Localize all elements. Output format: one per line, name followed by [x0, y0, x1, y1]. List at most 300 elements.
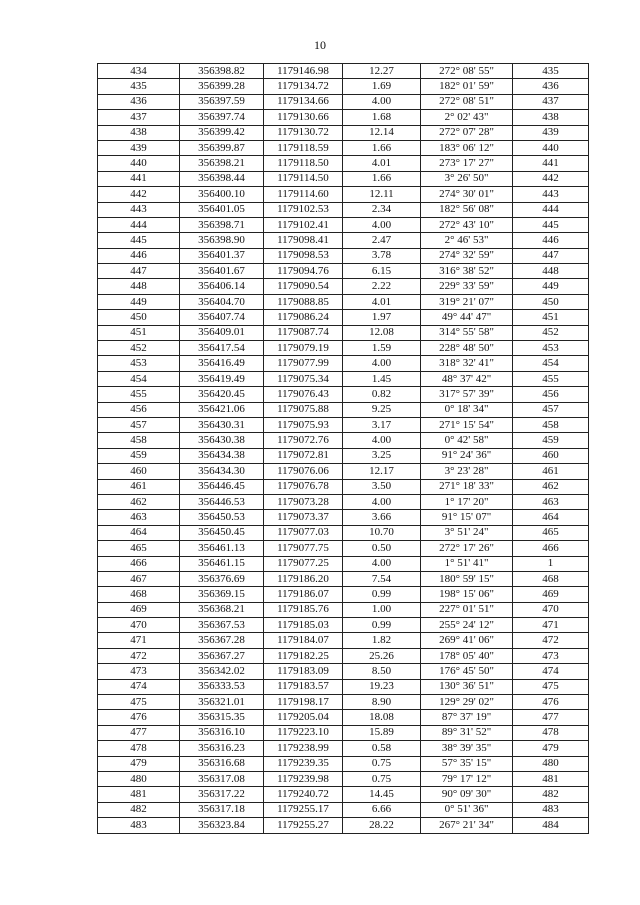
y-coordinate-cell: 1179118.59 — [264, 140, 343, 155]
distance-cell: 1.66 — [343, 171, 421, 186]
next-point-number-cell: 452 — [513, 325, 589, 340]
distance-cell: 4.00 — [343, 356, 421, 371]
table-row — [98, 464, 589, 479]
table-row — [98, 279, 589, 294]
x-coordinate-cell: 356317.22 — [180, 787, 264, 802]
bearing-cell: 129° 29' 02" — [421, 695, 513, 710]
x-coordinate-cell: 356446.53 — [180, 494, 264, 509]
point-number-cell: 460 — [98, 464, 180, 479]
distance-cell: 14.45 — [343, 787, 421, 802]
next-point-number-cell: 437 — [513, 94, 589, 109]
table-row — [98, 310, 589, 325]
x-coordinate-cell: 356399.87 — [180, 140, 264, 155]
next-point-number-cell: 461 — [513, 464, 589, 479]
table-row — [98, 710, 589, 725]
coordinates-table — [97, 63, 589, 834]
next-point-number-cell: 446 — [513, 233, 589, 248]
distance-cell: 3.66 — [343, 510, 421, 525]
distance-cell: 0.50 — [343, 541, 421, 556]
y-coordinate-cell: 1179183.57 — [264, 679, 343, 694]
y-coordinate-cell: 1179079.19 — [264, 341, 343, 356]
x-coordinate-cell: 356406.14 — [180, 279, 264, 294]
point-number-cell: 478 — [98, 741, 180, 756]
distance-cell: 1.45 — [343, 371, 421, 386]
x-coordinate-cell: 356461.15 — [180, 556, 264, 571]
distance-cell: 4.00 — [343, 433, 421, 448]
x-coordinate-cell: 356323.84 — [180, 818, 264, 833]
table-row — [98, 125, 589, 140]
y-coordinate-cell: 1179090.54 — [264, 279, 343, 294]
bearing-cell: 1° 51' 41" — [421, 556, 513, 571]
table-row — [98, 787, 589, 802]
distance-cell: 12.11 — [343, 187, 421, 202]
bearing-cell: 0° 18' 34" — [421, 402, 513, 417]
point-number-cell: 448 — [98, 279, 180, 294]
y-coordinate-cell: 1179185.03 — [264, 618, 343, 633]
y-coordinate-cell: 1179094.76 — [264, 264, 343, 279]
next-point-number-cell: 445 — [513, 217, 589, 232]
bearing-cell: 90° 09' 30" — [421, 787, 513, 802]
y-coordinate-cell: 1179185.76 — [264, 602, 343, 617]
table-row — [98, 110, 589, 125]
bearing-cell: 182° 01' 59" — [421, 79, 513, 94]
y-coordinate-cell: 1179130.72 — [264, 125, 343, 140]
bearing-cell: 274° 30' 01" — [421, 187, 513, 202]
table-row — [98, 648, 589, 663]
next-point-number-cell: 458 — [513, 417, 589, 432]
table-row — [98, 756, 589, 771]
bearing-cell: 3° 23' 28" — [421, 464, 513, 479]
x-coordinate-cell: 356416.49 — [180, 356, 264, 371]
bearing-cell: 255° 24' 12" — [421, 618, 513, 633]
distance-cell: 3.78 — [343, 248, 421, 263]
point-number-cell: 456 — [98, 402, 180, 417]
page-number: 10 — [314, 38, 326, 52]
point-number-cell: 453 — [98, 356, 180, 371]
point-number-cell: 449 — [98, 294, 180, 309]
x-coordinate-cell: 356316.68 — [180, 756, 264, 771]
table-row — [98, 664, 589, 679]
bearing-cell: 228° 48' 50" — [421, 341, 513, 356]
distance-cell: 3.50 — [343, 479, 421, 494]
y-coordinate-cell: 1179255.27 — [264, 818, 343, 833]
point-number-cell: 483 — [98, 818, 180, 833]
y-coordinate-cell: 1179238.99 — [264, 741, 343, 756]
next-point-number-cell: 478 — [513, 725, 589, 740]
point-number-cell: 455 — [98, 387, 180, 402]
y-coordinate-cell: 1179102.53 — [264, 202, 343, 217]
coordinates-table-body — [98, 64, 589, 834]
bearing-cell: 267° 21' 34" — [421, 818, 513, 833]
next-point-number-cell: 464 — [513, 510, 589, 525]
next-point-number-cell: 450 — [513, 294, 589, 309]
point-number-cell: 480 — [98, 771, 180, 786]
y-coordinate-cell: 1179088.85 — [264, 294, 343, 309]
next-point-number-cell: 435 — [513, 64, 589, 79]
distance-cell: 1.97 — [343, 310, 421, 325]
x-coordinate-cell: 356399.42 — [180, 125, 264, 140]
distance-cell: 19.23 — [343, 679, 421, 694]
point-number-cell: 434 — [98, 64, 180, 79]
table-row — [98, 140, 589, 155]
table-row — [98, 94, 589, 109]
y-coordinate-cell: 1179184.07 — [264, 633, 343, 648]
bearing-cell: 79° 17' 12" — [421, 771, 513, 786]
bearing-cell: 271° 18' 33" — [421, 479, 513, 494]
x-coordinate-cell: 356342.02 — [180, 664, 264, 679]
next-point-number-cell: 455 — [513, 371, 589, 386]
x-coordinate-cell: 356401.05 — [180, 202, 264, 217]
point-number-cell: 445 — [98, 233, 180, 248]
distance-cell: 4.00 — [343, 494, 421, 509]
table-row — [98, 341, 589, 356]
bearing-cell: 89° 31' 52" — [421, 725, 513, 740]
x-coordinate-cell: 356398.82 — [180, 64, 264, 79]
bearing-cell: 178° 05' 40" — [421, 648, 513, 663]
point-number-cell: 437 — [98, 110, 180, 125]
next-point-number-cell: 466 — [513, 541, 589, 556]
point-number-cell: 481 — [98, 787, 180, 802]
y-coordinate-cell: 1179102.41 — [264, 217, 343, 232]
y-coordinate-cell: 1179077.25 — [264, 556, 343, 571]
y-coordinate-cell: 1179098.41 — [264, 233, 343, 248]
bearing-cell: 2° 46' 53" — [421, 233, 513, 248]
y-coordinate-cell: 1179075.93 — [264, 417, 343, 432]
distance-cell: 8.90 — [343, 695, 421, 710]
y-coordinate-cell: 1179075.88 — [264, 402, 343, 417]
next-point-number-cell: 443 — [513, 187, 589, 202]
distance-cell: 4.01 — [343, 294, 421, 309]
distance-cell: 1.00 — [343, 602, 421, 617]
distance-cell: 0.58 — [343, 741, 421, 756]
table-row — [98, 695, 589, 710]
x-coordinate-cell: 356367.53 — [180, 618, 264, 633]
next-point-number-cell: 481 — [513, 771, 589, 786]
distance-cell: 9.25 — [343, 402, 421, 417]
next-point-number-cell: 454 — [513, 356, 589, 371]
y-coordinate-cell: 1179098.53 — [264, 248, 343, 263]
bearing-cell: 318° 32' 41" — [421, 356, 513, 371]
next-point-number-cell: 457 — [513, 402, 589, 417]
next-point-number-cell: 482 — [513, 787, 589, 802]
bearing-cell: 269° 41' 06" — [421, 633, 513, 648]
distance-cell: 2.22 — [343, 279, 421, 294]
bearing-cell: 3° 26' 50" — [421, 171, 513, 186]
point-number-cell: 450 — [98, 310, 180, 325]
next-point-number-cell: 483 — [513, 802, 589, 817]
point-number-cell: 441 — [98, 171, 180, 186]
next-point-number-cell: 480 — [513, 756, 589, 771]
table-row — [98, 741, 589, 756]
distance-cell: 25.26 — [343, 648, 421, 663]
bearing-cell: 180° 59' 15" — [421, 571, 513, 586]
table-row — [98, 818, 589, 833]
bearing-cell: 272° 08' 51" — [421, 94, 513, 109]
bearing-cell: 2° 02' 43" — [421, 110, 513, 125]
y-coordinate-cell: 1179255.17 — [264, 802, 343, 817]
next-point-number-cell: 475 — [513, 679, 589, 694]
next-point-number-cell: 444 — [513, 202, 589, 217]
y-coordinate-cell: 1179076.78 — [264, 479, 343, 494]
x-coordinate-cell: 356430.38 — [180, 433, 264, 448]
bearing-cell: 130° 36' 51" — [421, 679, 513, 694]
table-row — [98, 217, 589, 232]
table-row — [98, 587, 589, 602]
point-number-cell: 443 — [98, 202, 180, 217]
point-number-cell: 457 — [98, 417, 180, 432]
x-coordinate-cell: 356367.27 — [180, 648, 264, 663]
point-number-cell: 462 — [98, 494, 180, 509]
table-row — [98, 417, 589, 432]
y-coordinate-cell: 1179186.07 — [264, 587, 343, 602]
x-coordinate-cell: 356430.31 — [180, 417, 264, 432]
next-point-number-cell: 441 — [513, 156, 589, 171]
bearing-cell: 3° 51' 24" — [421, 525, 513, 540]
x-coordinate-cell: 356450.45 — [180, 525, 264, 540]
bearing-cell: 227° 01' 51" — [421, 602, 513, 617]
point-number-cell: 446 — [98, 248, 180, 263]
point-number-cell: 461 — [98, 479, 180, 494]
distance-cell: 6.15 — [343, 264, 421, 279]
distance-cell: 4.00 — [343, 556, 421, 571]
x-coordinate-cell: 356400.10 — [180, 187, 264, 202]
table-row — [98, 618, 589, 633]
point-number-cell: 464 — [98, 525, 180, 540]
point-number-cell: 476 — [98, 710, 180, 725]
y-coordinate-cell: 1179239.98 — [264, 771, 343, 786]
point-number-cell: 472 — [98, 648, 180, 663]
table-row — [98, 525, 589, 540]
x-coordinate-cell: 356401.37 — [180, 248, 264, 263]
distance-cell: 12.17 — [343, 464, 421, 479]
bearing-cell: 0° 42' 58" — [421, 433, 513, 448]
point-number-cell: 475 — [98, 695, 180, 710]
table-row — [98, 479, 589, 494]
bearing-cell: 1° 17' 20" — [421, 494, 513, 509]
table-row — [98, 402, 589, 417]
table-row — [98, 79, 589, 94]
next-point-number-cell: 439 — [513, 125, 589, 140]
x-coordinate-cell: 356317.08 — [180, 771, 264, 786]
next-point-number-cell: 473 — [513, 648, 589, 663]
table-row — [98, 356, 589, 371]
y-coordinate-cell: 1179076.43 — [264, 387, 343, 402]
bearing-cell: 91° 24' 36" — [421, 448, 513, 463]
x-coordinate-cell: 356407.74 — [180, 310, 264, 325]
distance-cell: 4.00 — [343, 217, 421, 232]
y-coordinate-cell: 1179183.09 — [264, 664, 343, 679]
bearing-cell: 272° 17' 26" — [421, 541, 513, 556]
next-point-number-cell: 474 — [513, 664, 589, 679]
x-coordinate-cell: 356401.67 — [180, 264, 264, 279]
table-row — [98, 294, 589, 309]
point-number-cell: 479 — [98, 756, 180, 771]
x-coordinate-cell: 356398.21 — [180, 156, 264, 171]
distance-cell: 12.14 — [343, 125, 421, 140]
table-row — [98, 64, 589, 79]
y-coordinate-cell: 1179146.98 — [264, 64, 343, 79]
next-point-number-cell: 462 — [513, 479, 589, 494]
distance-cell: 0.75 — [343, 756, 421, 771]
bearing-cell: 229° 33' 59" — [421, 279, 513, 294]
bearing-cell: 272° 43' 10" — [421, 217, 513, 232]
table-row — [98, 371, 589, 386]
table-row — [98, 494, 589, 509]
distance-cell: 10.70 — [343, 525, 421, 540]
next-point-number-cell: 449 — [513, 279, 589, 294]
distance-cell: 3.17 — [343, 417, 421, 432]
next-point-number-cell: 459 — [513, 433, 589, 448]
next-point-number-cell: 476 — [513, 695, 589, 710]
x-coordinate-cell: 356398.90 — [180, 233, 264, 248]
distance-cell: 1.66 — [343, 140, 421, 155]
table-row — [98, 156, 589, 171]
bearing-cell: 272° 07' 28" — [421, 125, 513, 140]
next-point-number-cell: 438 — [513, 110, 589, 125]
bearing-cell: 0° 51' 36" — [421, 802, 513, 817]
table-row — [98, 387, 589, 402]
bearing-cell: 272° 08' 55" — [421, 64, 513, 79]
x-coordinate-cell: 356399.28 — [180, 79, 264, 94]
x-coordinate-cell: 356397.59 — [180, 94, 264, 109]
point-number-cell: 452 — [98, 341, 180, 356]
y-coordinate-cell: 1179073.28 — [264, 494, 343, 509]
x-coordinate-cell: 356315.35 — [180, 710, 264, 725]
next-point-number-cell: 463 — [513, 494, 589, 509]
next-point-number-cell: 448 — [513, 264, 589, 279]
next-point-number-cell: 447 — [513, 248, 589, 263]
bearing-cell: 91° 15' 07" — [421, 510, 513, 525]
bearing-cell: 271° 15' 54" — [421, 417, 513, 432]
distance-cell: 3.25 — [343, 448, 421, 463]
x-coordinate-cell: 356397.74 — [180, 110, 264, 125]
next-point-number-cell: 460 — [513, 448, 589, 463]
y-coordinate-cell: 1179182.25 — [264, 648, 343, 663]
x-coordinate-cell: 356333.53 — [180, 679, 264, 694]
distance-cell: 8.50 — [343, 664, 421, 679]
next-point-number-cell: 471 — [513, 618, 589, 633]
table-row — [98, 233, 589, 248]
table-row — [98, 679, 589, 694]
distance-cell: 0.82 — [343, 387, 421, 402]
x-coordinate-cell: 356316.10 — [180, 725, 264, 740]
x-coordinate-cell: 356421.06 — [180, 402, 264, 417]
x-coordinate-cell: 356450.53 — [180, 510, 264, 525]
table-row — [98, 202, 589, 217]
point-number-cell: 442 — [98, 187, 180, 202]
table-row — [98, 325, 589, 340]
point-number-cell: 451 — [98, 325, 180, 340]
bearing-cell: 274° 32' 59" — [421, 248, 513, 263]
y-coordinate-cell: 1179239.35 — [264, 756, 343, 771]
x-coordinate-cell: 356367.28 — [180, 633, 264, 648]
x-coordinate-cell: 356316.23 — [180, 741, 264, 756]
next-point-number-cell: 472 — [513, 633, 589, 648]
y-coordinate-cell: 1179087.74 — [264, 325, 343, 340]
y-coordinate-cell: 1179114.60 — [264, 187, 343, 202]
point-number-cell: 435 — [98, 79, 180, 94]
table-row — [98, 448, 589, 463]
distance-cell: 12.08 — [343, 325, 421, 340]
bearing-cell: 182° 56' 08" — [421, 202, 513, 217]
x-coordinate-cell: 356404.70 — [180, 294, 264, 309]
x-coordinate-cell: 356398.71 — [180, 217, 264, 232]
bearing-cell: 314° 55' 58" — [421, 325, 513, 340]
y-coordinate-cell: 1179240.72 — [264, 787, 343, 802]
point-number-cell: 447 — [98, 264, 180, 279]
table-row — [98, 541, 589, 556]
distance-cell: 0.99 — [343, 618, 421, 633]
x-coordinate-cell: 356417.54 — [180, 341, 264, 356]
y-coordinate-cell: 1179077.75 — [264, 541, 343, 556]
table-row — [98, 187, 589, 202]
table-row — [98, 171, 589, 186]
table-row — [98, 571, 589, 586]
point-number-cell: 482 — [98, 802, 180, 817]
point-number-cell: 469 — [98, 602, 180, 617]
x-coordinate-cell: 356398.44 — [180, 171, 264, 186]
bearing-cell: 319° 21' 07" — [421, 294, 513, 309]
next-point-number-cell: 456 — [513, 387, 589, 402]
bearing-cell: 49° 44' 47" — [421, 310, 513, 325]
point-number-cell: 458 — [98, 433, 180, 448]
next-point-number-cell: 436 — [513, 79, 589, 94]
next-point-number-cell: 484 — [513, 818, 589, 833]
y-coordinate-cell: 1179072.76 — [264, 433, 343, 448]
table-row — [98, 802, 589, 817]
point-number-cell: 477 — [98, 725, 180, 740]
point-number-cell: 470 — [98, 618, 180, 633]
next-point-number-cell: 470 — [513, 602, 589, 617]
x-coordinate-cell: 356419.49 — [180, 371, 264, 386]
point-number-cell: 459 — [98, 448, 180, 463]
y-coordinate-cell: 1179086.24 — [264, 310, 343, 325]
distance-cell: 6.66 — [343, 802, 421, 817]
point-number-cell: 471 — [98, 633, 180, 648]
next-point-number-cell: 465 — [513, 525, 589, 540]
y-coordinate-cell: 1179130.66 — [264, 110, 343, 125]
point-number-cell: 468 — [98, 587, 180, 602]
table-row — [98, 264, 589, 279]
table-row — [98, 602, 589, 617]
y-coordinate-cell: 1179077.03 — [264, 525, 343, 540]
distance-cell: 15.89 — [343, 725, 421, 740]
y-coordinate-cell: 1179075.34 — [264, 371, 343, 386]
next-point-number-cell: 479 — [513, 741, 589, 756]
distance-cell: 1.68 — [343, 110, 421, 125]
x-coordinate-cell: 356461.13 — [180, 541, 264, 556]
distance-cell: 12.27 — [343, 64, 421, 79]
x-coordinate-cell: 356446.45 — [180, 479, 264, 494]
x-coordinate-cell: 356434.30 — [180, 464, 264, 479]
bearing-cell: 48° 37' 42" — [421, 371, 513, 386]
y-coordinate-cell: 1179073.37 — [264, 510, 343, 525]
y-coordinate-cell: 1179077.99 — [264, 356, 343, 371]
y-coordinate-cell: 1179205.04 — [264, 710, 343, 725]
distance-cell: 28.22 — [343, 818, 421, 833]
point-number-cell: 463 — [98, 510, 180, 525]
table-row — [98, 771, 589, 786]
point-number-cell: 454 — [98, 371, 180, 386]
x-coordinate-cell: 356420.45 — [180, 387, 264, 402]
table-row — [98, 248, 589, 263]
x-coordinate-cell: 356368.21 — [180, 602, 264, 617]
distance-cell: 0.99 — [343, 587, 421, 602]
x-coordinate-cell: 356321.01 — [180, 695, 264, 710]
bearing-cell: 198° 15' 06" — [421, 587, 513, 602]
y-coordinate-cell: 1179134.72 — [264, 79, 343, 94]
next-point-number-cell: 469 — [513, 587, 589, 602]
